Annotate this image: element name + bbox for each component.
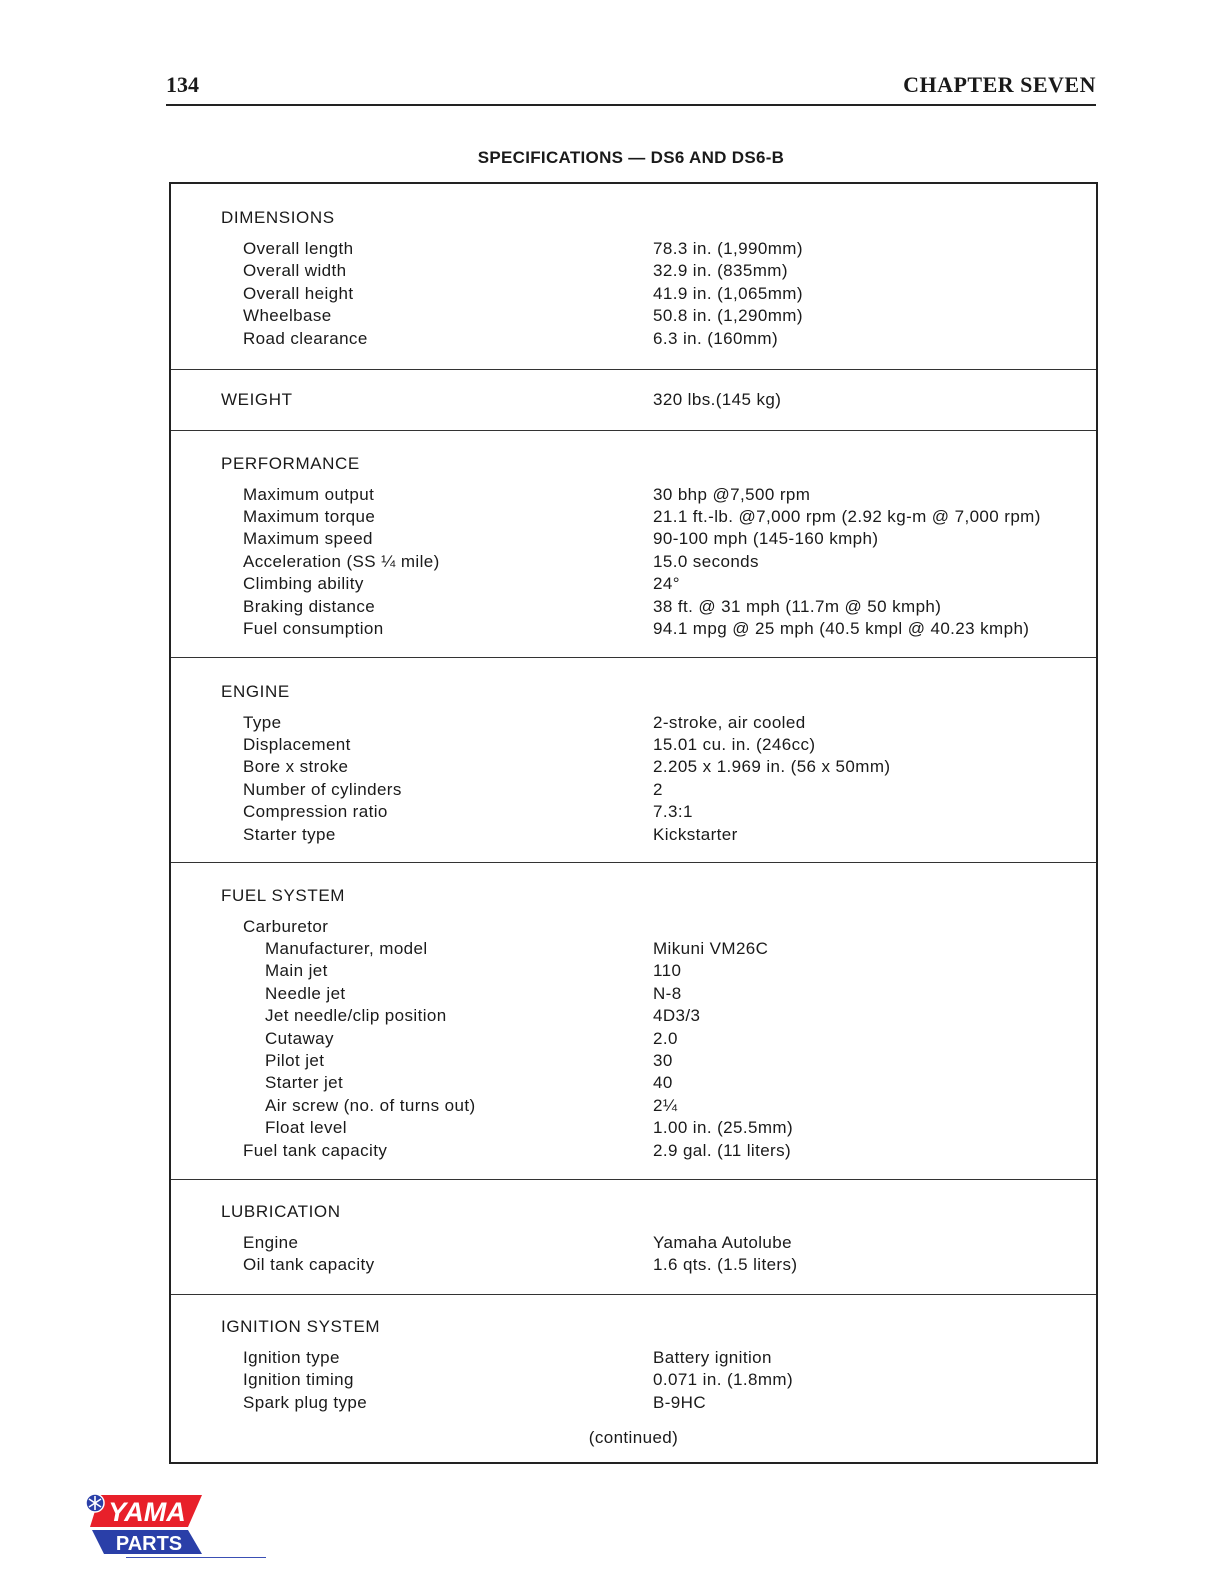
- spec-label: Maximum speed: [243, 529, 373, 548]
- spec-value: 50.8 in. (1,290mm): [653, 306, 803, 325]
- spec-row: [171, 390, 1096, 412]
- spec-row: [171, 939, 1096, 961]
- spec-row: [171, 1073, 1096, 1095]
- section-title: ENGINE: [221, 682, 290, 701]
- spec-label: Overall length: [243, 239, 354, 258]
- spec-row: [171, 1096, 1096, 1118]
- spec-row: [171, 1029, 1096, 1051]
- spec-value: 30 bhp @7,500 rpm: [653, 485, 811, 504]
- spec-label: Overall height: [243, 284, 354, 303]
- spec-value: Yamaha Autolube: [653, 1233, 792, 1252]
- spec-label: Maximum output: [243, 485, 375, 504]
- section-title: LUBRICATION: [221, 1202, 341, 1221]
- spec-row: [171, 619, 1096, 641]
- spec-row: [171, 597, 1096, 619]
- spec-label: Maximum torque: [243, 507, 376, 526]
- spec-label: Main jet: [265, 961, 328, 980]
- spec-row: [171, 1255, 1096, 1277]
- spec-value: Mikuni VM26C: [653, 939, 769, 958]
- spec-value: 90-100 mph (145-160 kmph): [653, 529, 879, 548]
- spec-row: [171, 1006, 1096, 1028]
- page-number: 134: [166, 72, 199, 97]
- spec-value: 78.3 in. (1,990mm): [653, 239, 803, 258]
- page-header: [166, 70, 1096, 106]
- section-title: FUEL SYSTEM: [221, 886, 346, 905]
- spec-value: 38 ft. @ 31 mph (11.7m @ 50 kmph): [653, 597, 942, 616]
- spec-value: 15.01 cu. in. (246cc): [653, 735, 816, 754]
- spec-table: [169, 182, 1098, 1464]
- spec-value: 110: [653, 961, 682, 980]
- spec-label: Wheelbase: [243, 306, 332, 325]
- section-fuel-system: [171, 863, 1096, 1180]
- spec-row: [171, 1233, 1096, 1255]
- spec-value: Battery ignition: [653, 1348, 772, 1367]
- spec-row: [171, 306, 1096, 328]
- spec-value: 94.1 mpg @ 25 mph (40.5 kmpl @ 40.23 kmph): [653, 619, 1030, 638]
- logo-bottom-text: PARTS: [115, 1533, 183, 1555]
- spec-value: N-8: [653, 984, 682, 1003]
- spec-value: Kickstarter: [653, 825, 738, 844]
- spec-label: Spark plug type: [243, 1393, 368, 1412]
- continued-note: (continued): [588, 1428, 679, 1447]
- spec-label: Displacement: [243, 735, 351, 754]
- spec-row: [171, 329, 1096, 351]
- spec-value: 2.9 gal. (11 liters): [653, 1141, 792, 1160]
- spec-label: Overall width: [243, 261, 347, 280]
- spec-row: [171, 239, 1096, 261]
- section-ignition: [171, 1295, 1096, 1460]
- spec-label: Jet needle/clip position: [265, 1006, 447, 1025]
- spec-label: Number of cylinders: [243, 780, 402, 799]
- spec-value: 1.00 in. (25.5mm): [653, 1118, 794, 1137]
- spec-value: B-9HC: [653, 1393, 707, 1412]
- spec-label: Engine: [243, 1233, 299, 1252]
- spec-value: 21.1 ft.-lb. @7,000 rpm (2.92 kg-m @ 7,000 rpm): [653, 507, 1041, 526]
- spec-row: [171, 802, 1096, 824]
- section-title: WEIGHT: [221, 390, 293, 409]
- logo-underline: [126, 1557, 266, 1558]
- spec-label: Fuel consumption: [243, 619, 384, 638]
- spec-value: 2.205 x 1.969 in. (56 x 50mm): [653, 757, 891, 776]
- spec-value: 2-stroke, air cooled: [653, 713, 806, 732]
- spec-row: [171, 1118, 1096, 1140]
- section-title: IGNITION SYSTEM: [221, 1317, 381, 1336]
- spec-value: 32.9 in. (835mm): [653, 261, 788, 280]
- spec-value: 15.0 seconds: [653, 552, 759, 571]
- spec-label: Climbing ability: [243, 574, 364, 593]
- spec-row: [171, 261, 1096, 283]
- spec-value: 2¼: [653, 1096, 678, 1115]
- spec-row: [171, 917, 1096, 939]
- spec-label: Ignition timing: [243, 1370, 354, 1389]
- yama-parts-logo: [84, 1492, 274, 1562]
- section-weight: [171, 370, 1096, 431]
- spec-row: [171, 825, 1096, 847]
- spec-value: 1.6 qts. (1.5 liters): [653, 1255, 798, 1274]
- spec-value: 2: [653, 780, 663, 799]
- spec-value: 6.3 in. (160mm): [653, 329, 779, 348]
- spec-row: [171, 529, 1096, 551]
- spec-label: Ignition type: [243, 1348, 340, 1367]
- spec-value: 41.9 in. (1,065mm): [653, 284, 803, 303]
- spec-row: [171, 735, 1096, 757]
- spec-label: Cutaway: [265, 1029, 334, 1048]
- spec-label: Pilot jet: [265, 1051, 325, 1070]
- spec-title: SPECIFICATIONS — DS6 AND DS6-B: [477, 148, 785, 167]
- spec-row: [171, 1141, 1096, 1163]
- spec-value: 0.071 in. (1.8mm): [653, 1370, 794, 1389]
- spec-label: Manufacturer, model: [265, 939, 428, 958]
- spec-row: [171, 713, 1096, 735]
- spec-row: [171, 485, 1096, 507]
- spec-value: 7.3:1: [653, 802, 693, 821]
- spec-label: Needle jet: [265, 984, 346, 1003]
- spec-row: [171, 552, 1096, 574]
- spec-value: 320 lbs.(145 kg): [653, 390, 782, 409]
- spec-value: 4D3/3: [653, 1006, 701, 1025]
- spec-label: Acceleration (SS ¼ mile): [243, 552, 440, 571]
- spec-label: Starter jet: [265, 1073, 344, 1092]
- spec-row: [171, 507, 1096, 529]
- spec-value: 24°: [653, 574, 680, 593]
- chapter-title: CHAPTER SEVEN: [903, 72, 1096, 97]
- spec-label: Oil tank capacity: [243, 1255, 375, 1274]
- logo-top-text: YAMA: [108, 1497, 186, 1527]
- spec-label: Road clearance: [243, 329, 368, 348]
- spec-row: [171, 1348, 1096, 1370]
- spec-label: Braking distance: [243, 597, 376, 616]
- spec-label: Bore x stroke: [243, 757, 349, 776]
- spec-value: 30: [653, 1051, 673, 1070]
- section-title: DIMENSIONS: [221, 208, 335, 227]
- spec-value: 2.0: [653, 1029, 678, 1048]
- spec-value: 40: [653, 1073, 673, 1092]
- spec-row: [171, 284, 1096, 306]
- section-performance: [171, 431, 1096, 658]
- spec-label: Float level: [265, 1118, 347, 1137]
- spec-label: Compression ratio: [243, 802, 388, 821]
- spec-label: Carburetor: [243, 917, 329, 936]
- section-engine: [171, 658, 1096, 863]
- section-dimensions: [171, 184, 1096, 370]
- spec-row: [171, 1051, 1096, 1073]
- spec-row: [171, 574, 1096, 596]
- spec-label: Type: [243, 713, 282, 732]
- spec-row: [171, 780, 1096, 802]
- spec-row: [171, 1393, 1096, 1415]
- spec-label: Air screw (no. of turns out): [265, 1096, 476, 1115]
- section-title: PERFORMANCE: [221, 454, 360, 473]
- section-lubrication: [171, 1180, 1096, 1295]
- spec-label: Starter type: [243, 825, 336, 844]
- spec-row: [171, 757, 1096, 779]
- spec-row: [171, 1370, 1096, 1392]
- spec-row: [171, 961, 1096, 983]
- spec-row: [171, 984, 1096, 1006]
- spec-label: Fuel tank capacity: [243, 1141, 388, 1160]
